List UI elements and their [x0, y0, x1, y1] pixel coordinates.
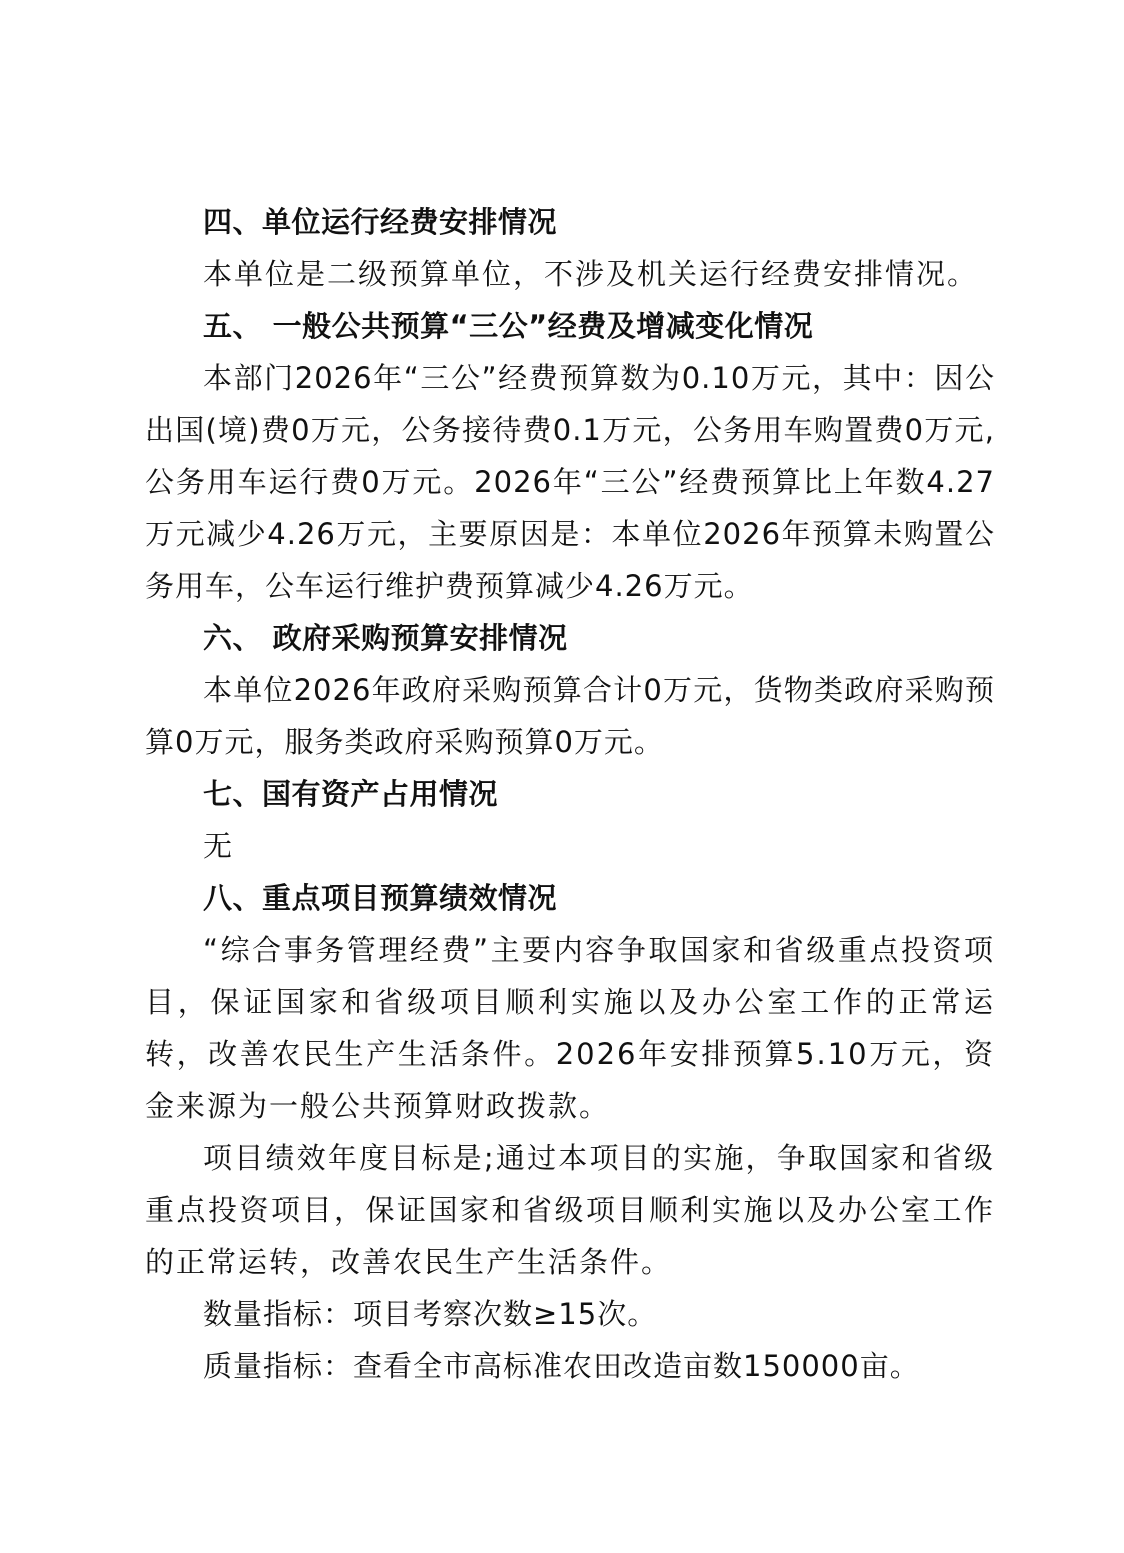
section-8-paragraph-1: “综合事务管理经费”主要内容争取国家和省级重点投资项目，保证国家和省级项目顺利实施以及办公室工作的正常运转，改善农民生产生活条件。2026年安排预算5.10万元，资金来源为一般公共预算财政拨款。: [145, 933, 995, 1123]
section-8-paragraph-2: 项目绩效年度目标是;通过本项目的实施，争取国家和省级重点投资项目，保证国家和省级项目顺利实施以及办公室工作的正常运转，改善农民生产生活条件。: [145, 1141, 995, 1279]
quantity-indicator: 数量指标：项目考察次数≥15次。: [203, 1297, 658, 1331]
section-heading-6: 六、 政府采购预算安排情况: [203, 621, 568, 655]
section-6-paragraph: 本单位2026年政府采购预算合计0万元，货物类政府采购预算0万元，服务类政府采购预算0万元。: [145, 673, 995, 759]
section-heading-4: 四、单位运行经费安排情况: [203, 205, 558, 239]
section-4-paragraph: 本单位是二级预算单位，不涉及机关运行经费安排情况。: [203, 257, 979, 291]
section-7-paragraph: 无: [203, 829, 234, 863]
section-heading-5: 五、 一般公共预算“三公”经费及增减变化情况: [203, 309, 814, 343]
section-heading-7: 七、国有资产占用情况: [203, 777, 499, 811]
section-5-paragraph: 本部门2026年“三公”经费预算数为0.10万元，其中：因公出国(境)费0万元，公务接待费0.1万元，公务用车购置费0万元,公务用车运行费0万元。2026年“三公”经费预算比上年数4.27万元减少4.26万元，主要原因是：本单位2026年预算未购置公务用车，公车运行维护费预算减少4.26万元。: [145, 361, 995, 603]
quality-indicator: 质量指标：查看全市高标准农田改造亩数150000亩。: [203, 1349, 920, 1383]
document-body: [145, 196, 995, 1392]
section-heading-8: 八、重点项目预算绩效情况: [203, 881, 558, 915]
